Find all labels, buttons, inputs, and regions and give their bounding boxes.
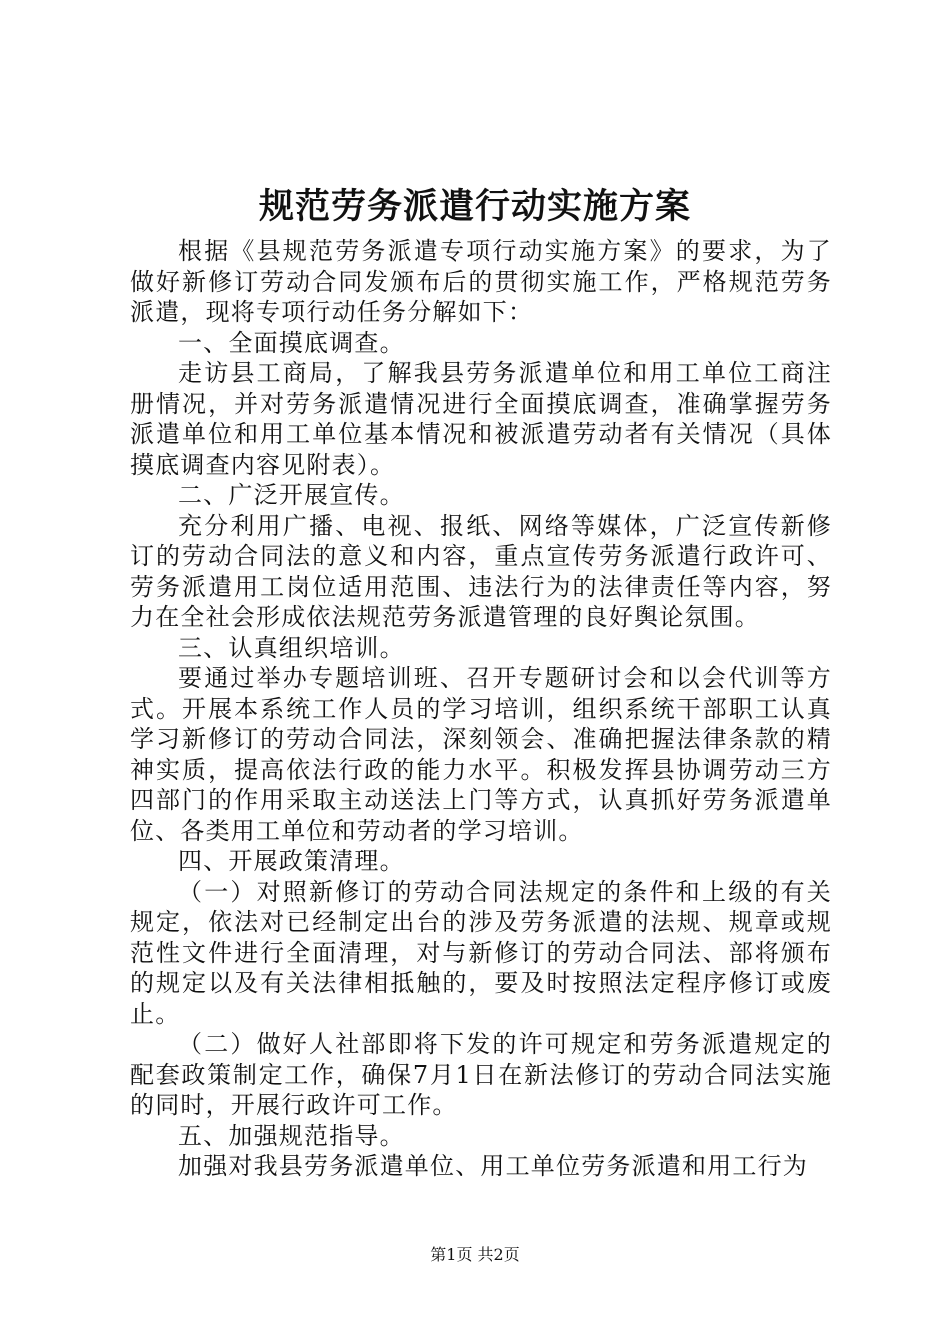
- section-heading-1: 一、全面摸底调查。: [178, 328, 405, 357]
- document-body: [130, 236, 832, 1182]
- paragraph-1: 走访县工商局，了解我县劳务派遣单位和用工单位工商注册情况，并对劳务派遣情况进行全面摸底调查，准确掌握劳务派遣单位和用工单位基本情况和被派遣劳动者有关情况（具体摸底调查内容见附表）。: [130, 359, 832, 479]
- section-heading-2: 二、广泛开展宣传。: [178, 481, 405, 509]
- section-heading-5: 五、加强规范指导。: [178, 1121, 405, 1150]
- paragraph-5: 加强对我县劳务派遣单位、用工单位劳务派遣和用工行为: [178, 1152, 808, 1180]
- document-title: 规范劳务派遣行动实施方案: [258, 186, 691, 227]
- page-footer: 第1页 共2页: [430, 1245, 520, 1264]
- paragraph-4-2: （二）做好人社部即将下发的许可规定和劳务派遣规定的配套政策制定工作，确保7月1日在新法修订的劳动合同法实施的同时，开展行政许可工作。: [130, 1030, 832, 1119]
- paragraph-2: 充分利用广播、电视、报纸、网络等媒体，广泛宣传新修订的劳动合同法的意义和内容，重点宣传劳务派遣行政许可、劳务派遣用工岗位适用范围、违法行为的法律责任等内容，努力在全社会形成依法规范劳务派遣管理的良好舆论氛围。: [130, 511, 832, 631]
- paragraph-intro: 根据《县规范劳务派遣专项行动实施方案》的要求，为了做好新修订劳动合同发颁布后的贯彻实施工作，严格规范劳务派遣，现将专项行动任务分解如下：: [130, 237, 832, 326]
- section-heading-3: 三、认真组织培训。: [178, 633, 405, 662]
- paragraph-4-1: （一）对照新修订的劳动合同法规定的条件和上级的有关规定，依法对已经制定出台的涉及劳务派遣的法规、规章或规范性文件进行全面清理，对与新修订的劳动合同法、部将颁布的规定以及有关法律相抵触的，要及时按照法定程序修订或废止。: [130, 877, 832, 1028]
- paragraph-3: 要通过举办专题培训班、召开专题研讨会和以会代训等方式。开展本系统工作人员的学习培训，组织系统干部职工认真学习新修订的劳动合同法，深刻领会、准确把握法律条款的精神实质，提高依法行政的能力水平。积极发挥县协调劳动三方四部门的作用采取主动送法上门等方式，认真抓好劳务派遣单位、各类用工单位和劳动者的学习培训。: [130, 664, 832, 845]
- section-heading-4: 四、开展政策清理。: [178, 847, 405, 875]
